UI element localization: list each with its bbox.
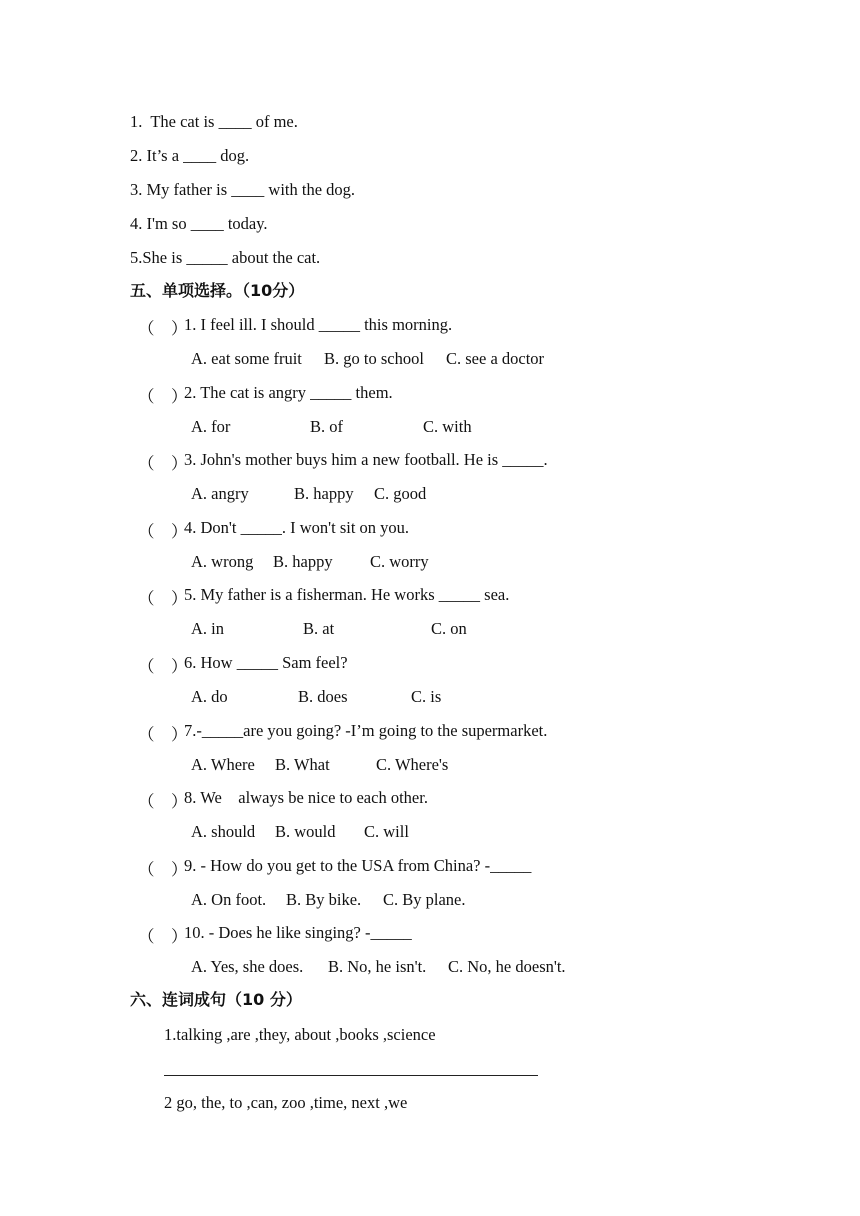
question-text: 4. Don't _____. I won't sit on you. [184, 518, 410, 537]
option-b[interactable]: B. No, he isn't. [328, 957, 427, 976]
option-c[interactable]: C. on [431, 619, 467, 638]
option-a[interactable]: A. for [191, 417, 231, 436]
option-a[interactable]: A. On foot. [191, 890, 267, 909]
option-a[interactable]: A. Where [191, 755, 255, 774]
answer-bracket[interactable]: （ ） [138, 725, 188, 744]
answer-bracket[interactable]: （ ） [138, 589, 188, 608]
fill-blank-5: 5.She is _____ about the cat. [130, 248, 321, 267]
section-5-title: 五、单项选择。（10分） [130, 281, 305, 300]
answer-bracket[interactable]: （ ） [138, 454, 188, 473]
answer-bracket[interactable]: （ ） [138, 927, 188, 946]
question-text: 8. We always be nice to each other. [184, 788, 428, 807]
answer-bracket[interactable]: （ ） [138, 387, 188, 406]
option-c[interactable]: C. good [374, 484, 427, 503]
answer-bracket[interactable]: （ ） [138, 657, 188, 676]
option-b[interactable]: B. would [275, 822, 336, 841]
answer-bracket[interactable]: （ ） [138, 860, 188, 879]
option-c[interactable]: C. will [364, 822, 409, 841]
option-a[interactable]: A. eat some fruit [191, 349, 302, 368]
answer-bracket[interactable]: （ ） [138, 522, 188, 541]
option-b[interactable]: B. of [310, 417, 343, 436]
option-c[interactable]: C. Where's [376, 755, 449, 774]
question-text: 3. John's mother buys him a new football. He is _____. [184, 450, 548, 469]
question-text: 2. The cat is angry _____ them. [184, 383, 393, 402]
question-text: 10. - Does he like singing? -_____ [184, 923, 412, 942]
option-c[interactable]: C. is [411, 687, 442, 706]
option-a[interactable]: A. should [191, 822, 256, 841]
fill-blank-4: 4. I'm so ____ today. [130, 214, 268, 233]
option-b[interactable]: B. happy [273, 552, 333, 571]
option-a[interactable]: A. Yes, she does. [191, 957, 304, 976]
answer-line[interactable] [164, 1075, 538, 1076]
option-b[interactable]: B. at [303, 619, 335, 638]
option-a[interactable]: A. angry [191, 484, 249, 503]
option-a[interactable]: A. in [191, 619, 224, 638]
fill-blank-3: 3. My father is ____ with the dog. [130, 180, 356, 199]
question-text: 7.-_____are you going? -I’m going to the supermarket. [184, 721, 548, 740]
option-b[interactable]: B. happy [294, 484, 354, 503]
option-c[interactable]: C. see a doctor [446, 349, 545, 368]
answer-bracket[interactable]: （ ） [138, 319, 188, 338]
option-b[interactable]: B. go to school [324, 349, 424, 368]
option-c[interactable]: C. with [423, 417, 472, 436]
option-b[interactable]: B. By bike. [286, 890, 362, 909]
section-6-title: 六、连词成句（10 分） [130, 990, 302, 1009]
sentence-item-1: 1.talking ,are ,they, about ,books ,science [164, 1025, 436, 1044]
question-text: 5. My father is a fisherman. He works _____ sea. [184, 585, 510, 604]
fill-blank-2: 2. It’s a ____ dog. [130, 146, 250, 165]
option-c[interactable]: C. By plane. [383, 890, 466, 909]
option-b[interactable]: B. What [275, 755, 330, 774]
option-b[interactable]: B. does [298, 687, 348, 706]
question-text: 1. I feel ill. I should _____ this morning. [184, 315, 453, 334]
option-a[interactable]: A. wrong [191, 552, 254, 571]
option-c[interactable]: C. No, he doesn't. [448, 957, 566, 976]
option-a[interactable]: A. do [191, 687, 228, 706]
answer-bracket[interactable]: （ ） [138, 792, 188, 811]
question-text: 6. How _____ Sam feel? [184, 653, 348, 672]
fill-blank-1: 1. The cat is ____ of me. [130, 112, 298, 131]
option-c[interactable]: C. worry [370, 552, 429, 571]
sentence-item-2: 2 go, the, to ,can, zoo ,time, next ,we [164, 1093, 408, 1112]
question-text: 9. - How do you get to the USA from China? -_____ [184, 856, 532, 875]
